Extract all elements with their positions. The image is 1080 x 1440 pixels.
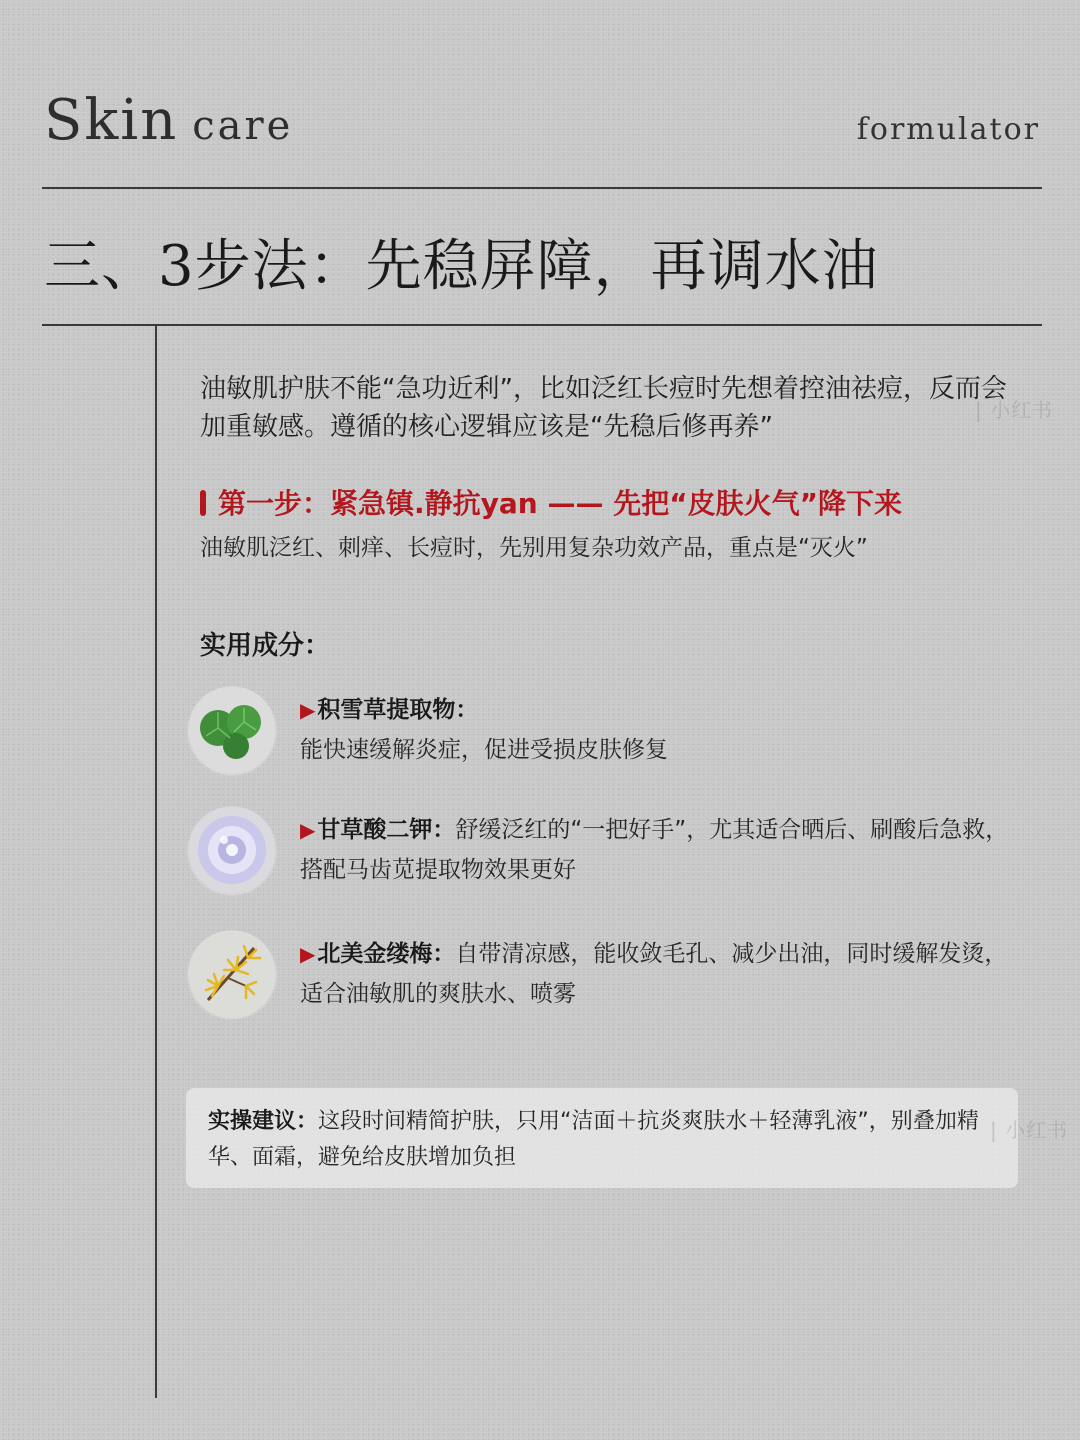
- ingredient-marker: ▶: [300, 942, 316, 966]
- tip-text: 这段时间精简护肤，只用“洁面＋抗炎爽肤水＋轻薄乳液”，别叠加精华、面霜，避免给皮肤增加负担: [208, 1109, 979, 1170]
- ingredient-text: [300, 810, 1020, 890]
- watermark-text: | 小红书: [990, 1118, 1069, 1142]
- ingredients-heading: 实用成分：: [200, 631, 331, 661]
- ingredient-text: [300, 690, 1020, 770]
- step-description: 油敏肌泛红、刺痒、长痘时，先别用复杂功效产品，重点是“灭火”: [200, 535, 868, 561]
- ingredient-description: 舒缓泛红的“一把好手”，尤其适合晒后、刷酸后急救，搭配马齿苋提取物效果更好: [300, 817, 1009, 883]
- tip-box: [186, 1088, 1018, 1188]
- tip-label: 实操建议：: [208, 1109, 319, 1134]
- brand-formulator-text: formulator: [856, 112, 1040, 147]
- ingredient-marker: ▶: [300, 698, 316, 722]
- water-drop-icon: [188, 806, 276, 894]
- step-accent-bar: [200, 490, 206, 516]
- title-divider: [42, 324, 1042, 326]
- intro-paragraph: 油敏肌护肤不能“急功近利”，比如泛红长痘时先想着控油祛痘，反而会加重敏感。遵循的核心逻辑应该是“先稳后修再养”: [200, 374, 1007, 442]
- brand-care-text: care: [192, 103, 294, 149]
- step-heading: [200, 482, 902, 522]
- brand-logo: [44, 88, 293, 153]
- ingredient-text: [300, 934, 1020, 1014]
- ingredient-name: 甘草酸二钾：: [317, 817, 456, 843]
- witch-hazel-flower-icon: [188, 930, 276, 1018]
- top-divider: [42, 187, 1042, 189]
- step-heading-text: 第一步：紧急镇.静抗yan —— 先把“皮肤火气”降下来: [218, 487, 903, 520]
- centella-leaf-icon: [188, 686, 276, 774]
- ingredient-marker: ▶: [300, 818, 316, 842]
- vertical-divider: [155, 325, 157, 1398]
- ingredient-description: 自带清凉感，能收敛毛孔、减少出油，同时缓解发烫，适合油敏肌的爽肤水、喷雾: [300, 941, 1008, 1007]
- ingredient-description: 能快速缓解炎症，促进受损皮肤修复: [300, 737, 668, 763]
- brand-skin-text: Skin: [44, 88, 179, 153]
- watermark-text: | 小红书: [975, 398, 1054, 422]
- ingredient-name: 北美金缕梅：: [317, 941, 456, 967]
- section-title: 三、3步法：先稳屏障，再调水油: [44, 234, 879, 299]
- ingredient-name: 积雪草提取物：: [317, 697, 479, 723]
